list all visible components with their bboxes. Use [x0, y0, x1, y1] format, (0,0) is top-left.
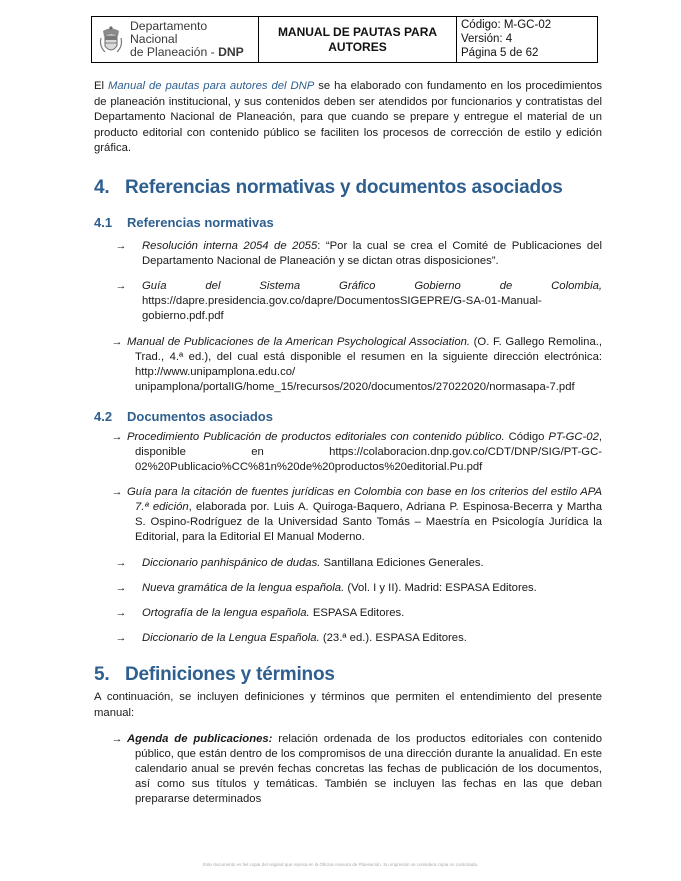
header-meta — [457, 17, 597, 62]
section-4-1-heading — [94, 215, 602, 230]
ref-rest: Santillana Ediciones Generales. — [320, 556, 484, 569]
ref-title: Diccionario de la Lengua Española. — [142, 631, 320, 644]
intro-paragraph — [94, 79, 602, 157]
definition-item — [94, 732, 602, 807]
section-4-title: Referencias normativas y documentos asociados — [125, 176, 563, 198]
ref-title: Manual de Publicaciones de la American Psychological Association. — [127, 335, 471, 348]
ref-rest: : “Por la cual se crea el Comité de Publicaciones del Departamento Nacional de Planeación y se dictan otras disposiciones”. — [142, 239, 602, 267]
ref-rest[interactable]: (O. F. Gallego Remolina., Trad., 4.ª ed.), del cual está disponible el resumen en la siguiente dirección electrónica: http://www.unipamplona.edu.co/ unipamplona/portalIG/home_15/recursos/2020/documentos/27022020/normasapa-7.pdf — [135, 335, 603, 393]
arrow-icon: → — [115, 606, 127, 619]
ref-item — [94, 631, 602, 646]
ref-title: Guía para la citación de fuentes jurídicas en Colombia con base en los criterios del estilo APA 7.ª edición — [127, 485, 602, 513]
ref-rest: (Vol. I y II). Madrid: ESPASA Editores. — [344, 581, 537, 594]
section-5-heading — [94, 664, 602, 686]
arrow-icon: → — [115, 556, 127, 569]
section-5-intro: A continuación, se incluyen definiciones y términos que permiten el entendimiento del presente manual: — [94, 690, 602, 719]
ref-rest: , elaborada por. Luis A. Quiroga-Baquero, Adriana P. Espinosa-Becerra y Martha S. Ospino-Rodríguez de la Universidad Santo Tomás – Maestría en Psicología Jurídica la Editorial, para la Editorial El Manual Moderno. — [135, 500, 603, 543]
arrow-icon: → — [111, 430, 123, 443]
arrow-icon: → — [111, 335, 123, 348]
arrow-icon: → — [115, 631, 127, 644]
ref-title: Diccionario panhispánico de dudas. — [142, 556, 321, 569]
arrow-icon: → — [115, 239, 127, 252]
header-doc-title: MANUAL DE PAUTAS PARA AUTORES — [259, 17, 457, 62]
org-dnp: DNP — [218, 45, 244, 59]
ref-item — [94, 335, 602, 395]
header-page: Página 5 de 62 — [461, 47, 539, 59]
arrow-icon: → — [115, 279, 127, 292]
section-5-title: Definiciones y términos — [125, 663, 335, 685]
ref-title: Ortografía de la lengua española. — [142, 606, 310, 619]
ref-rest: Código — [504, 430, 549, 443]
org-line-1: Departamento Nacional — [129, 19, 208, 46]
page-footer: Este documento es fiel copia del original que reposa en la Oficina Asesora de Planeación. Su impresión se considera copia no controlada. — [202, 862, 479, 867]
ref-title: Nueva gramática de la lengua española. — [142, 581, 345, 594]
section-4-2-num: 4.2 — [94, 408, 113, 424]
header-org-name — [130, 20, 258, 59]
ref-item — [94, 556, 602, 571]
arrow-icon: → — [111, 733, 123, 746]
ref-item — [94, 485, 602, 545]
arrow-icon: → — [115, 581, 127, 594]
ref-rest: (23.ª ed.). ESPASA Editores. — [319, 631, 467, 644]
header-logo-cell — [92, 17, 259, 62]
intro-post: se ha elaborado con fundamento en los procedimientos de planeación institucional, y sus contenidos deben ser atendidos por funcionarios y contratistas del Departamento Nacional de Planeación, para que cuando se prepare y entregue el material de un producto editorial con contenido público se faciliten los procesos de corrección de estilo y edición gráfica. — [94, 80, 602, 155]
section-4-2-title: Documentos asociados — [127, 408, 273, 424]
ref-title: Guía del Sistema Gráfico Gobierno de Colombia, — [142, 279, 602, 292]
ref-code: PT-GC-02 — [548, 430, 599, 443]
ref-title: Procedimiento Publicación de productos editoriales con contenido público. — [127, 430, 505, 443]
ref-url[interactable]: , disponible en https://colaboracion.dnp.gov.co/CDT/DNP/SIG/PT-GC-02%20Publicacio%CC%81n%20de%20productos%20editorial.Pu.pdf — [135, 430, 602, 473]
definition-term: Agenda de publicaciones: — [127, 733, 273, 746]
section-4-1-title: Referencias normativas — [127, 214, 274, 230]
section-4-num: 4. — [94, 176, 110, 198]
section-4-heading — [94, 177, 602, 199]
section-4-2-heading — [94, 409, 602, 424]
ref-title: Resolución interna 2054 de 2055 — [142, 239, 318, 252]
document-header — [91, 16, 598, 63]
ref-item — [94, 239, 602, 269]
definition-text: relación ordenada de los productos editoriales con contenido público, que están dentro de los compromisos de una dirección durante la anualidad. En este calendario anual se prevén fechas concretas las fechas de publicación de los documentos, así como sus títulos y temáticas. También se incluyen las fechas en las que deban prepararse determinados — [135, 733, 602, 806]
arrow-icon: → — [111, 485, 123, 498]
page-content — [94, 79, 602, 807]
ref-rest[interactable]: https://dapre.presidencia.gov.co/dapre/DocumentosSIGEPRE/G-SA-01-Manual-gobierno.pdf.pdf — [142, 294, 542, 322]
header-code: Código: M-GC-02 — [461, 19, 552, 31]
ref-item — [94, 606, 602, 621]
intro-manual-link[interactable]: Manual de pautas para autores del DNP — [107, 80, 315, 92]
colombia-coat-of-arms-icon — [97, 24, 125, 56]
ref-item — [94, 430, 602, 475]
org-line-2: de Planeación - — [129, 45, 219, 59]
intro-pre: El — [94, 80, 108, 92]
ref-item — [94, 279, 602, 324]
header-version: Versión: 4 — [461, 33, 513, 45]
section-4-1-num: 4.1 — [94, 214, 113, 230]
ref-item — [94, 581, 602, 596]
section-5-num: 5. — [94, 663, 110, 685]
ref-rest: ESPASA Editores. — [309, 606, 405, 619]
